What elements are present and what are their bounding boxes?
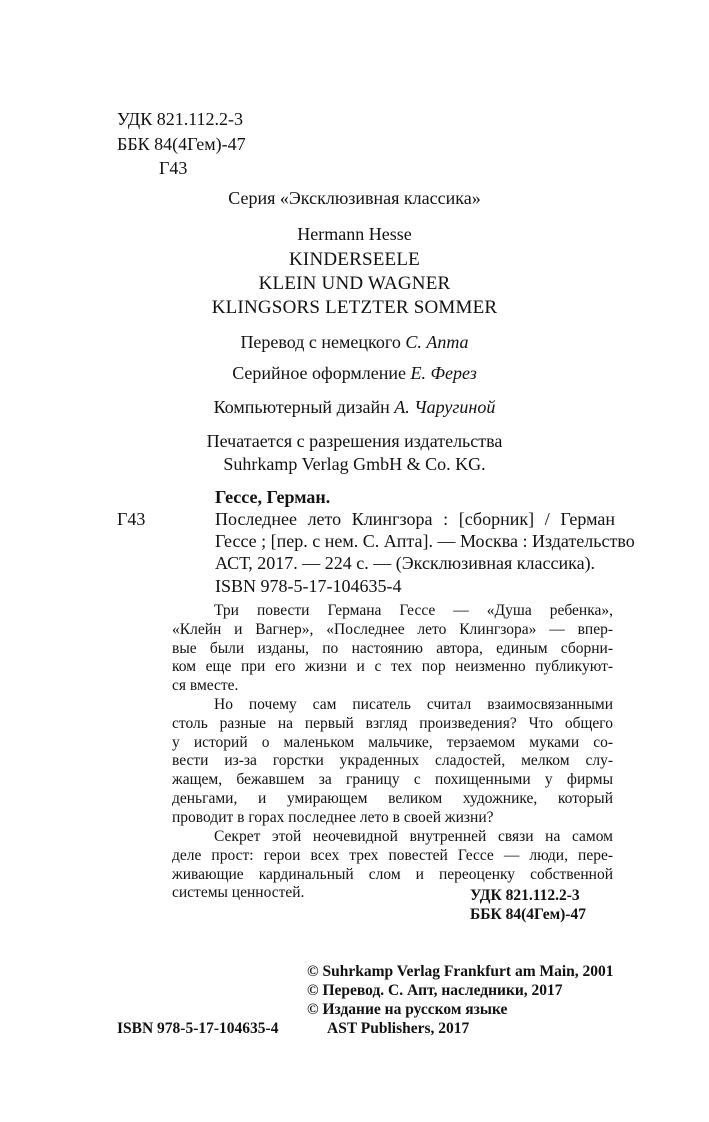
copyright-line-1: © Suhrkamp Verlag Frankfurt am Main, 2001	[307, 963, 614, 980]
catalog-author-mark: Г43	[117, 509, 146, 529]
annotation-line: ком еще при его жизни и с тех пор неизменно публикуют-	[172, 658, 613, 676]
catalog-line-1: Последнее лето Клингзора : [сборник] / Герман	[215, 509, 615, 529]
index-bbk: ББК 84(4Гем)-47	[470, 906, 586, 923]
series-designer-name: Е. Ферез	[410, 363, 477, 383]
catalog-description	[215, 508, 635, 574]
annotation-line: вести из-за горстки украденных сладостей, мелком слу-	[172, 752, 613, 770]
catalog-isbn: ISBN 978-5-17-104635-4	[215, 576, 402, 596]
annotation-paragraph-2	[172, 696, 613, 828]
author-original: Hermann Hesse	[297, 224, 412, 244]
annotation-line: Секрет этой неочевидной внутренней связи на самом	[214, 828, 613, 845]
annotation-line: живающие кардинальный слом и переоценку собственной	[172, 865, 613, 883]
catalog-author-heading: Гессе, Герман.	[215, 487, 331, 507]
series-design-label: Серийное оформление	[232, 363, 407, 383]
title-line-1: KINDERSEELE	[289, 249, 420, 270]
annotation-line: проводит в горах последнее лето в своей жизни?	[172, 808, 494, 826]
annotation-line: Три повести Германа Гессе — «Душа ребенка»,	[214, 602, 613, 619]
translator-name: С. Апта	[405, 332, 469, 352]
catalog-line-2: Гессе ; [пер. с нем. С. Апта]. — Москва : Издательство	[215, 531, 635, 551]
copyright-line-2: © Перевод. С. Апт, наследники, 2017	[307, 982, 563, 999]
permission-line-2: Suhrkamp Verlag GmbH & Co. KG.	[223, 454, 486, 474]
annotation-line: ся вместе.	[172, 677, 239, 695]
translation-credit	[0, 331, 709, 353]
permission-line-1: Печатается с разрешения издательства	[206, 431, 503, 451]
series-name: Серия «Эксклюзивная классика»	[228, 188, 481, 208]
annotation-line: вые были изданы, по настоянию автора, единым сборни-	[172, 639, 613, 657]
index-udk: УДК 821.112.2-3	[470, 887, 580, 904]
computer-design-label: Компьютерный дизайн	[213, 397, 390, 417]
copyright-publisher: AST Publishers, 2017	[327, 1020, 470, 1037]
computer-design-credit	[0, 396, 709, 418]
translation-label: Перевод с немецкого	[240, 332, 401, 352]
annotation-line: «Клейн и Вагнер», «Последнее лето Клингзора» — впер-	[172, 620, 613, 638]
computer-designer-name: А. Чаругиной	[394, 397, 496, 417]
bbk-code: ББК 84(4Гем)-47	[117, 134, 246, 154]
copyright-line-3: © Издание на русском языке	[307, 1001, 508, 1018]
author-mark: Г43	[159, 158, 188, 178]
series-design-credit	[0, 362, 709, 384]
title-line-2: KLEIN UND WAGNER	[258, 273, 451, 294]
annotation-line: Но почему сам писатель считал взаимосвязанными	[214, 696, 613, 713]
udk-code: УДК 821.112.2-3	[117, 109, 244, 129]
annotation-line: у историй о маленьком мальчике, терзаемом муками со-	[172, 733, 613, 751]
annotation-line: столь разные на первый взгляд произведения? Что общего	[172, 714, 613, 732]
copyright-isbn: ISBN 978-5-17-104635-4	[117, 1020, 279, 1037]
annotation-line: деньгами, и умирающем великом художнике, который	[172, 789, 613, 807]
annotation-paragraph-1	[172, 602, 613, 696]
annotation-line: жащем, бежавшем за границу с похищенными у фирмы	[172, 771, 613, 789]
annotation-line: деле прост: герои всех трех повестей Гессе — люди, пере-	[172, 846, 613, 864]
title-line-3: KLINGSORS LETZTER SOMMER	[211, 297, 498, 318]
catalog-line-3: АСТ, 2017. — 224 с. — (Эксклюзивная классика).	[215, 553, 596, 573]
annotation-line: системы ценностей.	[172, 884, 305, 902]
